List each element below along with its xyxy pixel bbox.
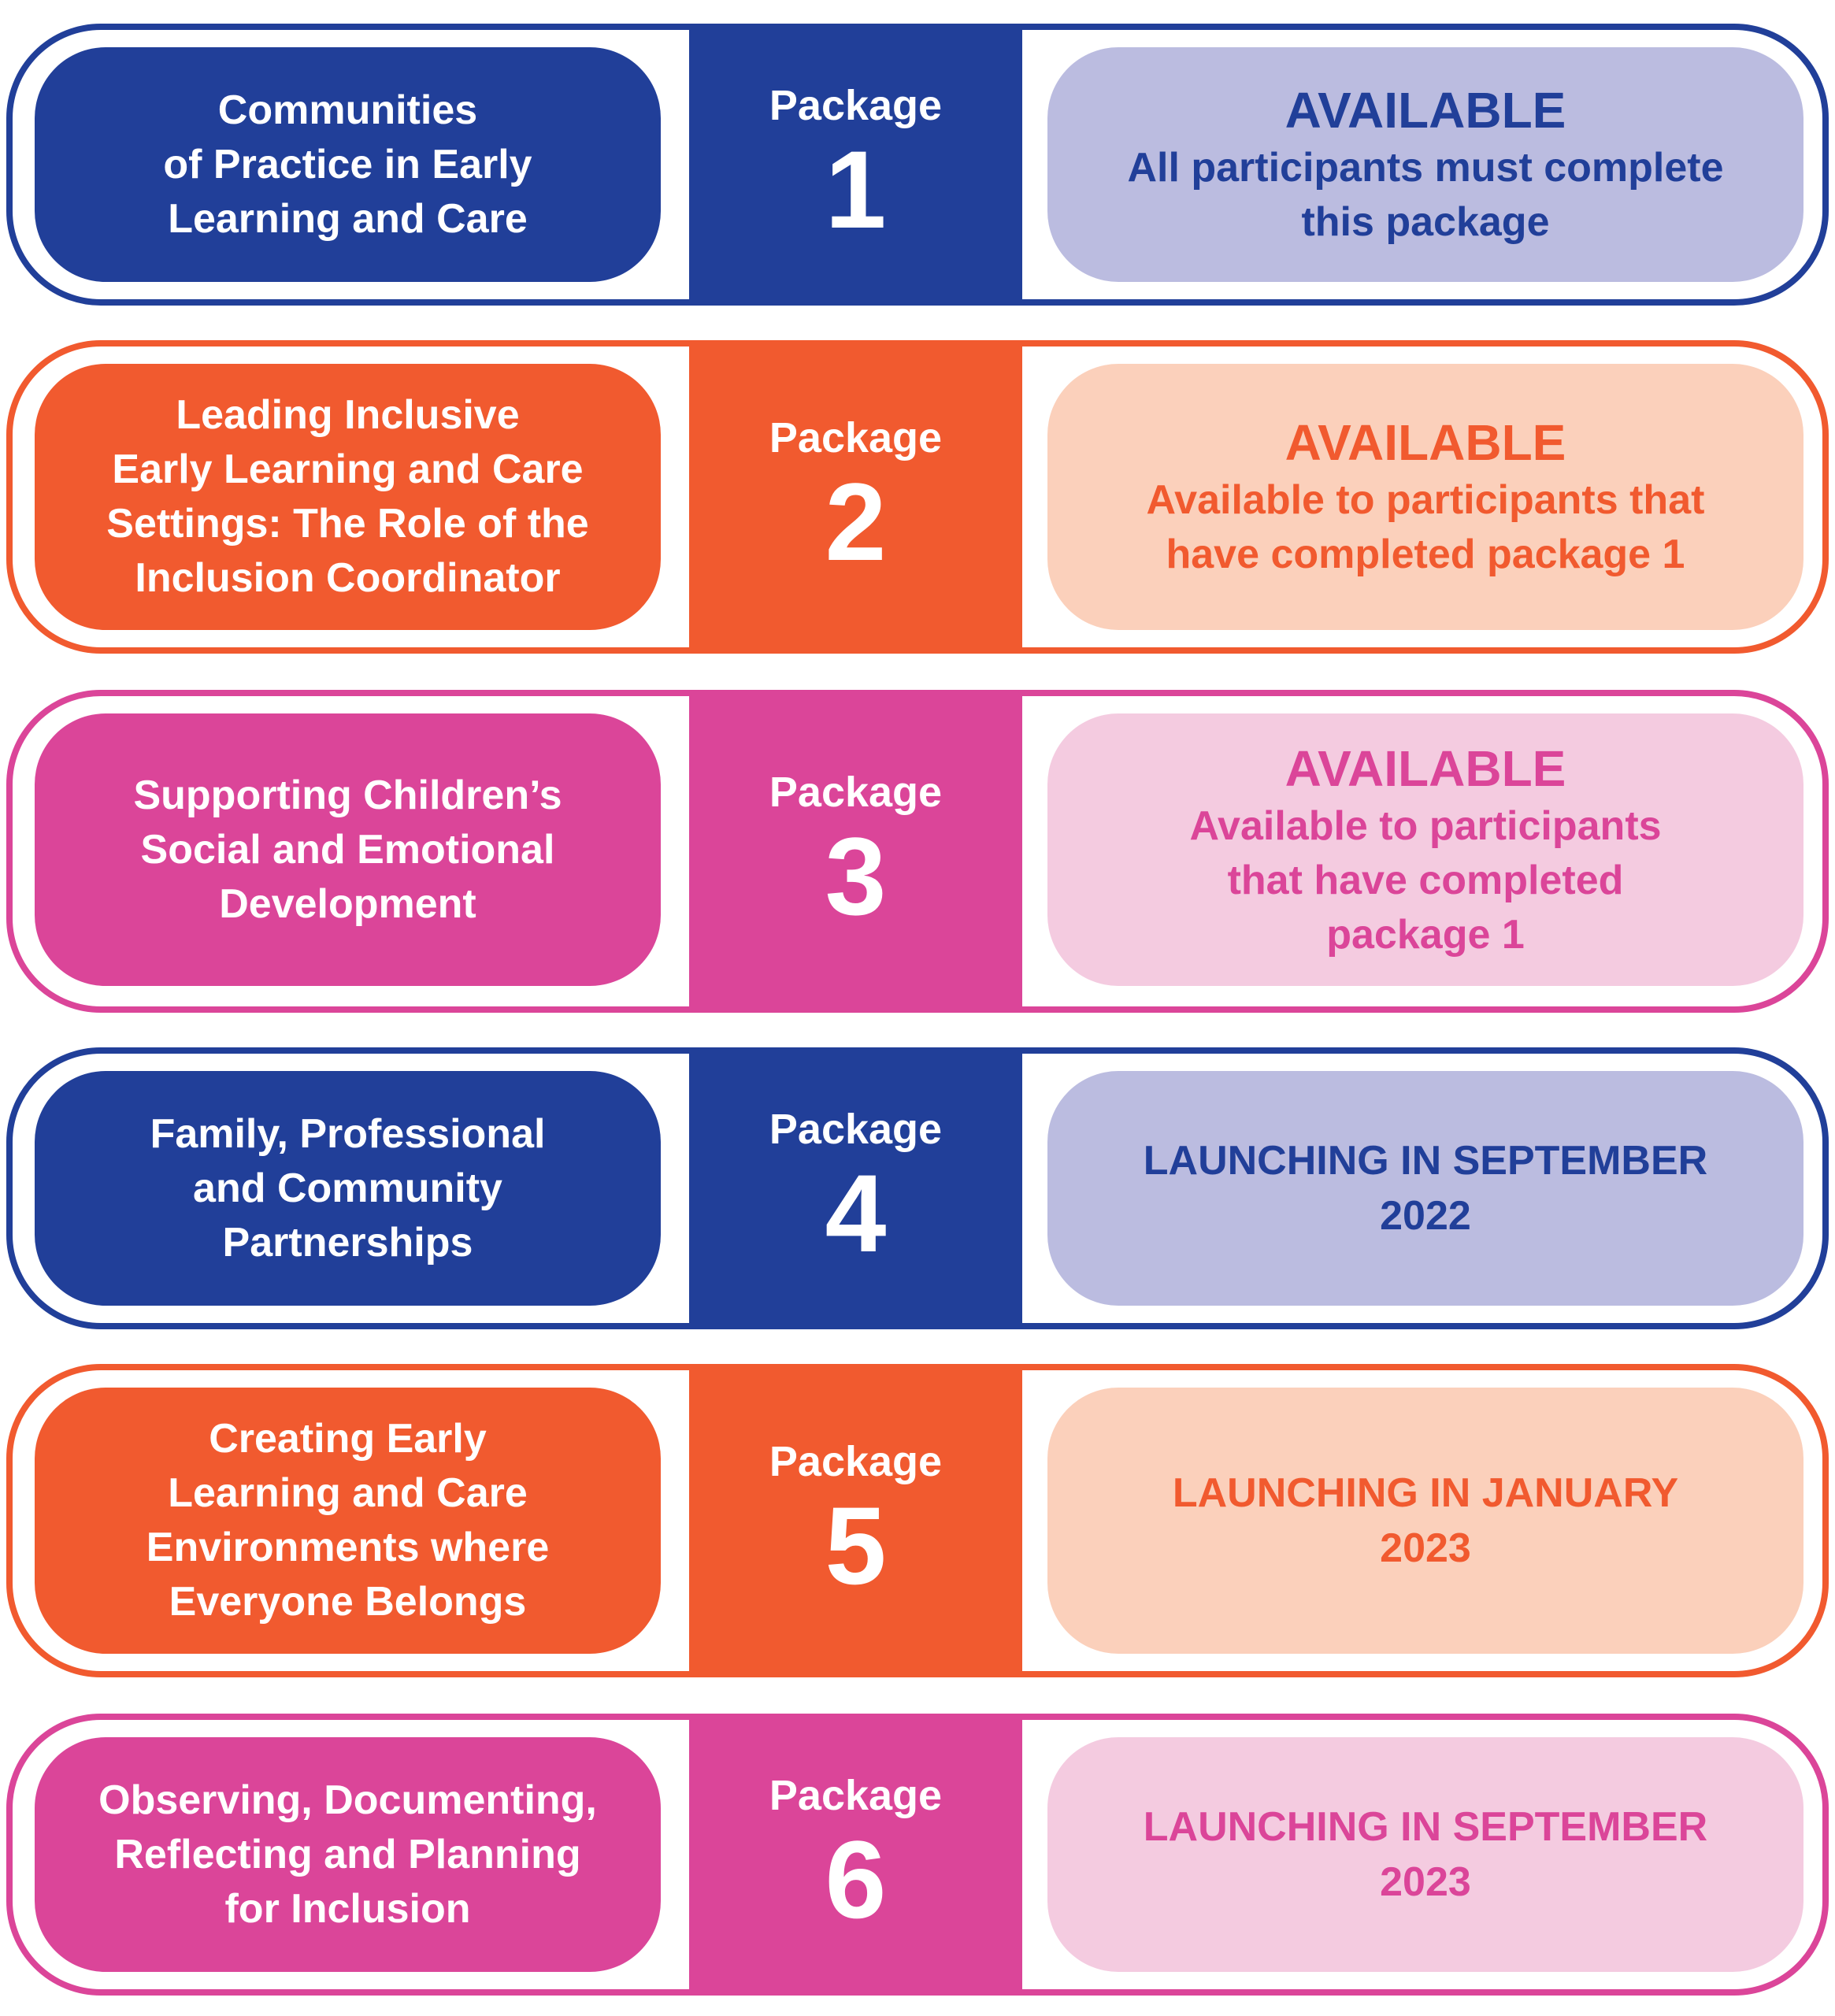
package-title-line: Everyone Belongs bbox=[169, 1579, 527, 1625]
package-title-line: Supporting Children’s bbox=[133, 772, 562, 818]
package-row-6 bbox=[6, 1714, 1829, 1996]
package-label: Package bbox=[769, 82, 943, 129]
package-title-text bbox=[98, 1773, 597, 1936]
package-number-block bbox=[689, 1054, 1022, 1323]
package-title bbox=[35, 1737, 661, 1972]
status-text: Available to participants that have completed package 1 bbox=[1189, 802, 1662, 958]
package-title-text bbox=[163, 83, 532, 246]
package-title-line: Family, Professional bbox=[150, 1110, 546, 1157]
package-title-line: Settings: The Role of the bbox=[106, 501, 589, 547]
package-title-line: Learning and Care bbox=[168, 195, 528, 242]
package-status bbox=[1047, 1071, 1803, 1306]
package-row-1 bbox=[6, 24, 1829, 306]
package-title-line: Inclusion Coordinator bbox=[135, 555, 561, 601]
package-title-line: Early Learning and Care bbox=[112, 447, 584, 492]
package-title bbox=[35, 1071, 661, 1306]
package-title-text bbox=[150, 1107, 546, 1270]
package-status bbox=[1047, 1737, 1803, 1972]
package-title-text bbox=[146, 1412, 549, 1629]
package-number: 4 bbox=[825, 1151, 887, 1275]
package-title bbox=[35, 1388, 661, 1654]
package-number-block bbox=[689, 30, 1022, 299]
package-number-block bbox=[689, 346, 1022, 647]
package-number: 6 bbox=[825, 1818, 887, 1941]
package-row-3 bbox=[6, 690, 1829, 1013]
package-title-line: Leading Inclusive bbox=[176, 392, 520, 438]
package-title bbox=[35, 364, 661, 630]
package-title-line: Observing, Documenting, bbox=[98, 1777, 597, 1823]
status-heading: AVAILABLE bbox=[1284, 739, 1566, 797]
launch-date-text: LAUNCHING IN SEPTEMBER 2022 bbox=[1143, 1138, 1708, 1239]
package-number-block bbox=[689, 1720, 1022, 1989]
package-label: Package bbox=[769, 1772, 943, 1819]
package-title-line: Social and Emotional bbox=[140, 826, 555, 873]
package-status bbox=[1047, 47, 1803, 282]
package-status bbox=[1047, 1388, 1803, 1654]
status-text: All participants must complete this package bbox=[1127, 145, 1724, 245]
package-title-line: Environments where bbox=[146, 1525, 550, 1570]
package-number: 2 bbox=[825, 460, 887, 584]
package-title bbox=[35, 47, 661, 282]
package-row-2 bbox=[6, 340, 1829, 654]
package-title-text bbox=[133, 769, 562, 932]
package-title-line: Creating Early bbox=[209, 1416, 487, 1462]
package-title-line: Learning and Care bbox=[168, 1470, 528, 1516]
package-label: Package bbox=[769, 414, 943, 461]
package-title-line: Partnerships bbox=[222, 1219, 473, 1266]
launch-date-text: LAUNCHING IN SEPTEMBER 2023 bbox=[1143, 1804, 1708, 1905]
launch-date-text: LAUNCHING IN JANUARY 2023 bbox=[1172, 1470, 1679, 1571]
package-row-4 bbox=[6, 1047, 1829, 1329]
package-number-block bbox=[689, 696, 1022, 1006]
package-label: Package bbox=[769, 1106, 943, 1153]
package-title bbox=[35, 713, 661, 986]
package-row-5 bbox=[6, 1364, 1829, 1677]
package-label: Package bbox=[769, 1438, 943, 1485]
package-label: Package bbox=[769, 769, 943, 816]
package-title-line: Reflecting and Planning bbox=[114, 1831, 581, 1877]
package-title-line: Communities bbox=[217, 87, 478, 133]
package-number: 3 bbox=[825, 814, 887, 938]
status-heading: AVAILABLE bbox=[1284, 82, 1566, 139]
package-title-line: of Practice in Early bbox=[163, 141, 532, 187]
package-status bbox=[1047, 713, 1803, 986]
package-status bbox=[1047, 364, 1803, 630]
package-title-line: for Inclusion bbox=[224, 1885, 471, 1932]
status-text: Available to participants that have completed package 1 bbox=[1146, 477, 1705, 577]
package-number: 1 bbox=[825, 128, 887, 251]
package-title-text bbox=[106, 388, 588, 606]
package-number-block bbox=[689, 1370, 1022, 1671]
package-title-line: Development bbox=[219, 880, 476, 927]
package-title-line: and Community bbox=[193, 1165, 502, 1211]
status-heading: AVAILABLE bbox=[1284, 414, 1566, 471]
package-number: 5 bbox=[825, 1484, 887, 1607]
